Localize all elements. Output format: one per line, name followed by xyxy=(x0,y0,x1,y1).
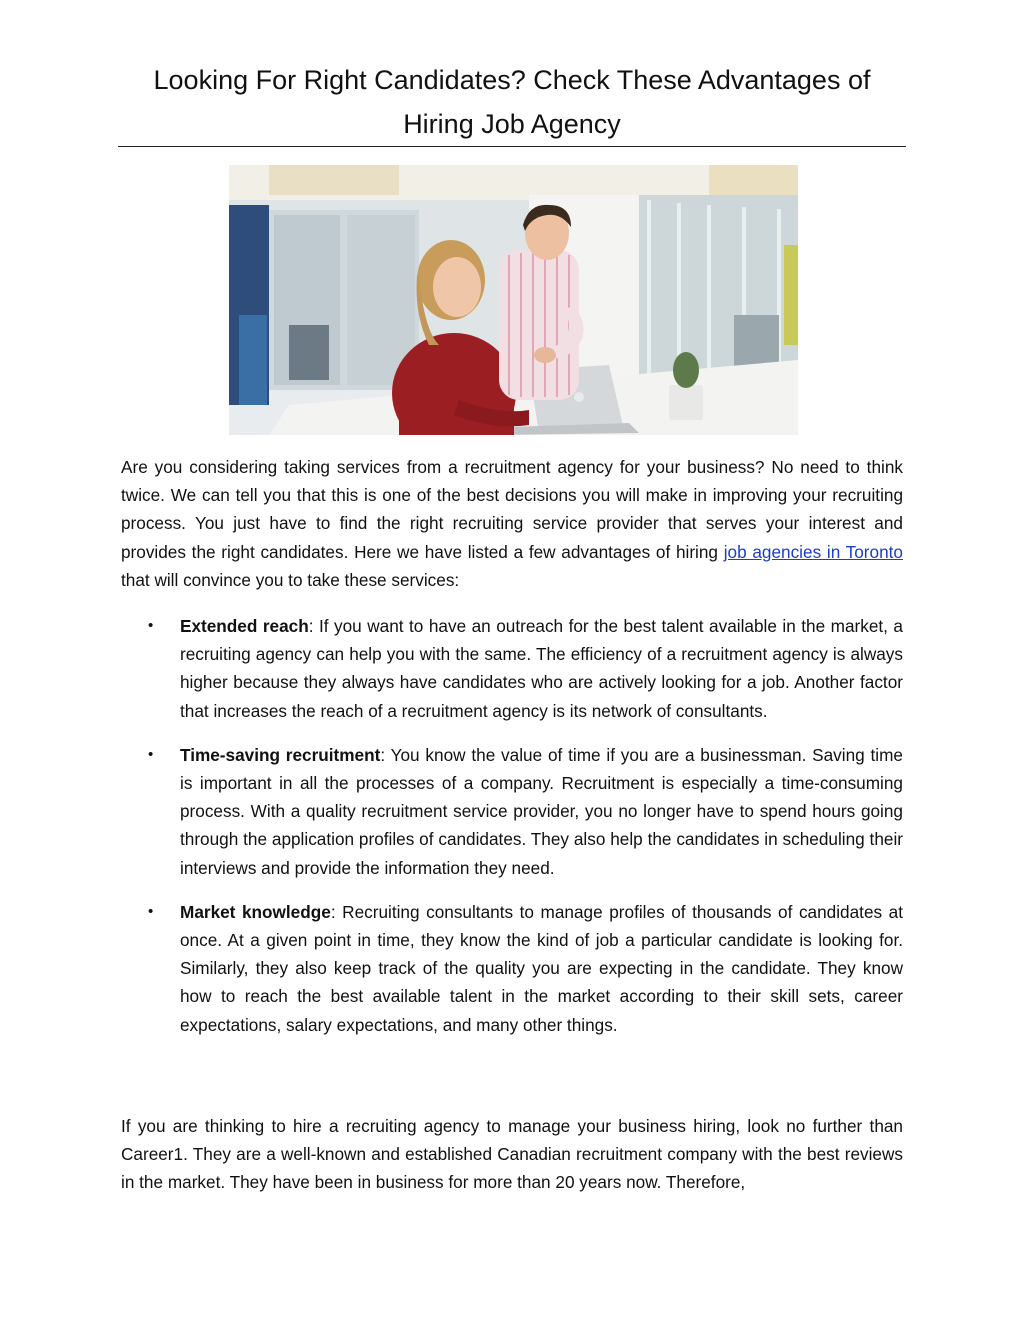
job-agencies-toronto-link[interactable]: job agencies in Toronto xyxy=(723,541,903,562)
bullet-text: : Recruiting consultants to manage profiles of thousands of candidates at once. At a given point in time, they know the kind of job a particular candidate is looking for. Similarly, they also keep track of the quality you are expecting in the candidate. They know how to reach the best available talent in the market according to their skill sets, career expectations, salary expectations, and many other things. xyxy=(180,901,904,1035)
bullet-term: Extended reach xyxy=(180,616,309,636)
title-line-1: Looking For Right Candidates? Check These Advantages of xyxy=(153,65,871,95)
bullet-icon: • xyxy=(148,617,154,634)
closing-paragraph: If you are thinking to hire a recruiting agency to manage your business hiring, look no further than Career1. They are a well-known and established Canadian recruitment company with the best reviews in the market. They have been in business for more than 20 years now. Therefore, xyxy=(121,1116,903,1193)
intro-text-before-link: Are you considering taking services from a recruitment agency for your business? No need to think twice. We can tell you that this is one of the best decisions you will make in improving your recruiting process. You just have to find the right recruiting service provider that serves your interest and provides the right candidates. Here we have listed a few advantages of hiring xyxy=(121,457,903,562)
bullet-text: : You know the value of time if you are a businessman. Saving time is important in all the processes of a company. Recruitment is especially a time-consuming process. With a quality recruitment service provider, you no longer have to spend hours going through the application profiles of candidates. They also help the candidates in scheduling their interviews and provide the information they need. xyxy=(180,744,903,878)
title-divider xyxy=(118,146,906,147)
bullet-text: : If you want to have an outreach for the best talent available in the market, a recruiting agency can help you with the same. The efficiency of a recruitment agency is always higher because they always have candidates who are actively looking for a job. Another factor that increases the reach of a recruitment agency is its network of consultants. xyxy=(180,616,903,721)
intro-text-after-link: that will convince you to take these services: xyxy=(121,569,460,590)
list-item-market-knowledge xyxy=(121,898,903,1039)
office-photo xyxy=(229,165,798,435)
page-title xyxy=(118,58,906,146)
list-item-time-saving xyxy=(121,741,903,882)
bullet-term: Market knowledge xyxy=(180,901,331,922)
bullet-icon: • xyxy=(148,745,154,763)
list-item-extended-reach xyxy=(121,612,903,725)
advantages-list xyxy=(121,612,903,1055)
bullet-term: Time-saving recruitment xyxy=(180,744,381,765)
bullet-icon: • xyxy=(148,902,154,920)
intro-paragraph xyxy=(121,453,903,594)
title-line-2: Hiring Job Agency xyxy=(403,109,621,139)
